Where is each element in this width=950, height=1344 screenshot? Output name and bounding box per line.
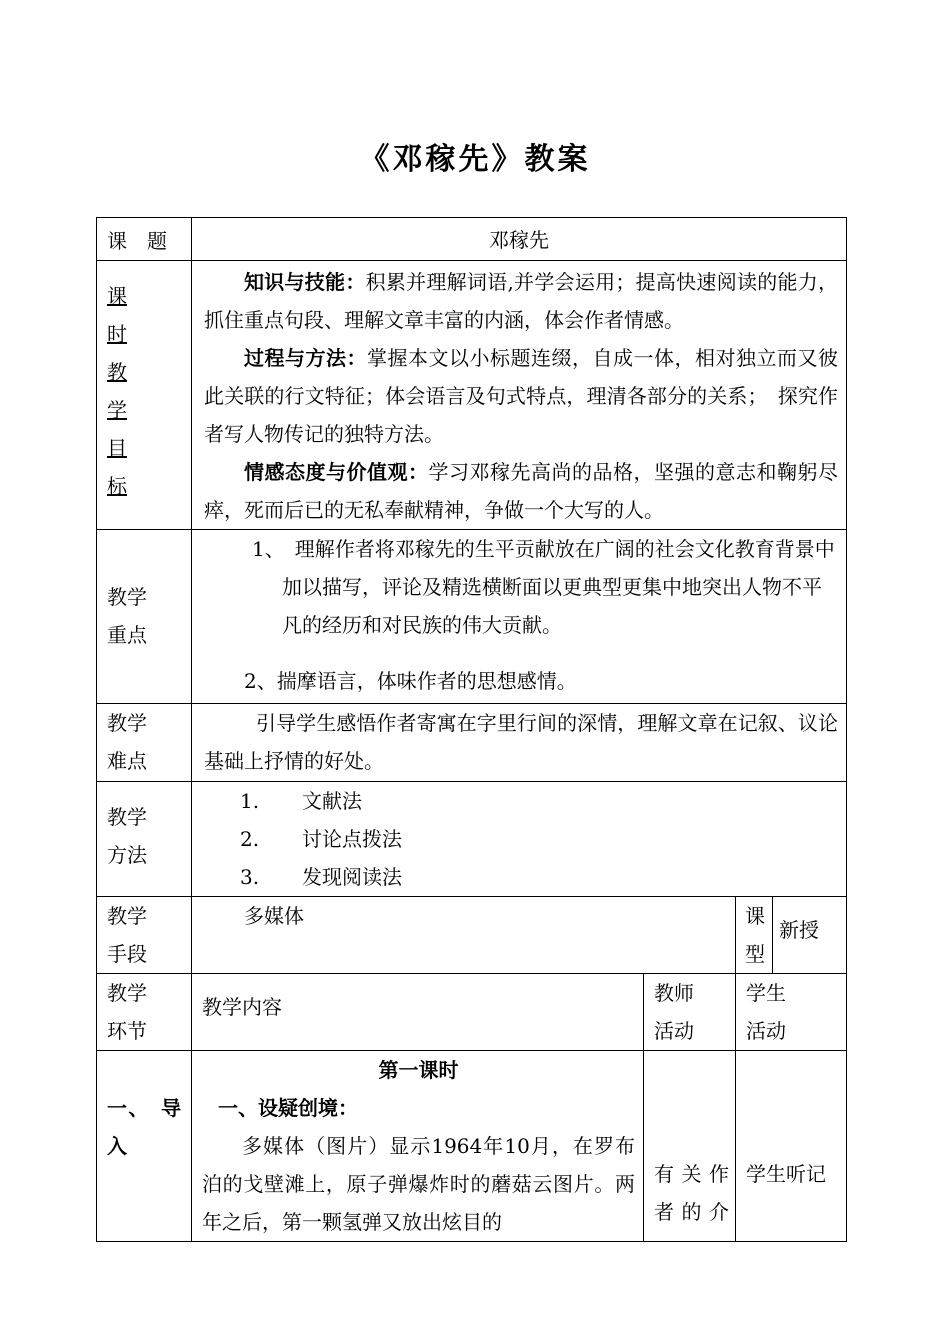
means-value: 多媒体	[192, 897, 736, 974]
procedure-header-row	[97, 974, 847, 1051]
objectives-label-char: 学	[107, 398, 127, 422]
step-heading: 一、设疑创境：	[218, 1096, 358, 1120]
lesson-row	[97, 1051, 847, 1242]
header-student: 学生 活动	[736, 974, 847, 1051]
topic-value: 邓稼先	[192, 218, 847, 261]
method-item: 3. 发现阅读法	[240, 865, 402, 889]
objectives-label-char: 目	[107, 436, 127, 460]
difficulties-label: 教学 难点	[97, 704, 192, 782]
header-stage: 教学 环节	[97, 974, 192, 1051]
header-teacher: 教师 活动	[644, 974, 736, 1051]
session-title: 第一课时	[378, 1058, 459, 1082]
difficulties-row	[97, 704, 847, 782]
means-row	[97, 897, 847, 974]
objectives-label-char: 教	[107, 360, 127, 384]
topic-label: 课 题	[97, 218, 192, 261]
key-points-label: 教学 重点	[97, 530, 192, 704]
key-points-content	[192, 530, 847, 704]
means-label: 教学 手段	[97, 897, 192, 974]
document-title: 《邓稼先》教案	[359, 142, 591, 177]
class-type-value: 新授	[773, 897, 847, 974]
objective-knowledge: 知识与技能：积累并理解词语,并学会运用；提高快速阅读的能力，抓住重点句段、理解文章丰富的内涵，体会作者情感。	[204, 270, 839, 332]
key-points-row	[97, 530, 847, 704]
lesson-content	[192, 1051, 644, 1242]
lesson-student: 学生听记	[736, 1051, 847, 1242]
class-type-label: 课 型	[736, 897, 773, 974]
objectives-content	[192, 261, 847, 530]
methods-content	[192, 782, 847, 897]
lesson-stage: 一、 导入	[97, 1051, 192, 1242]
objectives-label	[97, 261, 192, 530]
objectives-row	[97, 261, 847, 530]
methods-row	[97, 782, 847, 897]
objective-process: 过程与方法：掌握本文以小标题连缀，自成一体，相对独立而又彼此关联的行文特征；体会语言及句式特点，理清各部分的关系； 探究作者写人物传记的独特方法。	[204, 346, 838, 446]
objectives-label-char: 时	[107, 322, 127, 346]
topic-row	[97, 218, 847, 261]
step-text: 多媒体（图片）显示1964年10月，在罗布泊的戈壁滩上，原子弹爆炸时的蘑菇云图片。两年之后，第一颗氢弹又放出炫目的	[202, 1134, 635, 1234]
lesson-teacher: 有关作者的介	[644, 1051, 736, 1242]
methods-label: 教学 方法	[97, 782, 192, 897]
key-point-2: 2、揣摩语言，体味作者的思想感情。	[244, 669, 577, 693]
method-item: 1. 文献法	[240, 789, 362, 813]
difficulties-text: 引导学生感悟作者寄寓在字里行间的深情，理解文章在记叙、议论基础上抒情的好处。	[204, 711, 838, 773]
objectives-label-char: 标	[107, 474, 127, 498]
objective-emotion: 情感态度与价值观：学习邓稼先高尚的品格，坚强的意志和鞠躬尽瘁，死而后已的无私奉献精神，争做一个大写的人。	[204, 460, 838, 522]
header-content: 教学内容	[192, 974, 644, 1051]
difficulties-content	[192, 704, 847, 782]
objectives-label-char: 课	[107, 284, 127, 308]
method-item: 2. 讨论点拨法	[240, 827, 402, 851]
key-point-1: 1、 理解作者将邓稼先的生平贡献放在广阔的社会文化教育背景中加以描写，评论及精选横断面以更典型更集中地突出人物不平凡的经历和对民族的伟大贡献。	[252, 537, 835, 637]
lesson-plan-table	[96, 217, 847, 1242]
